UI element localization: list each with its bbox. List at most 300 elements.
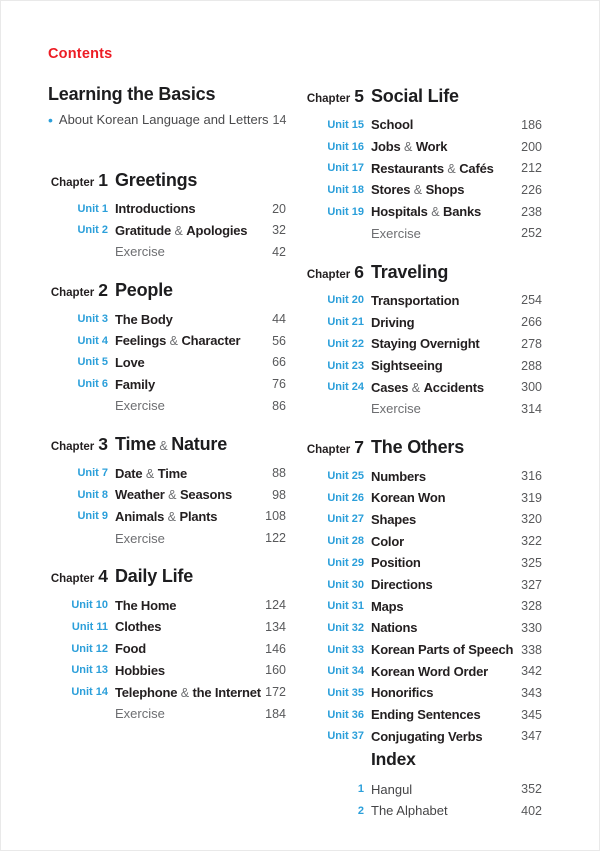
chapter-entries bbox=[304, 290, 542, 420]
chapter-label bbox=[48, 278, 108, 304]
toc-entry-row bbox=[304, 552, 542, 574]
entry-title-text: Date bbox=[115, 465, 143, 481]
chapter-title-text: People bbox=[115, 280, 173, 301]
chapter-title bbox=[115, 279, 173, 303]
page-number: 238 bbox=[521, 204, 542, 219]
chapter-number: 1 bbox=[98, 169, 108, 190]
toc-left-column bbox=[48, 46, 286, 725]
entry-title-text-2: Cafés bbox=[459, 160, 494, 176]
entry-title bbox=[371, 204, 517, 219]
toc-entry-row bbox=[304, 595, 542, 617]
page-number: 352 bbox=[521, 782, 542, 797]
page-number: 325 bbox=[521, 555, 542, 570]
toc-entry-row bbox=[304, 311, 542, 333]
toc-entry-row bbox=[304, 639, 542, 661]
chapter-block bbox=[304, 260, 542, 420]
entry-title-text-2: the Internet bbox=[192, 684, 261, 700]
toc-entry-row bbox=[48, 638, 286, 660]
entry-title-text: Ending Sentences bbox=[371, 707, 481, 723]
intro-entry-title: About Korean Language and Letters bbox=[58, 112, 269, 128]
entry-title-ampersand: & bbox=[170, 223, 187, 238]
chapter-entries bbox=[304, 465, 542, 747]
unit-number-label: Unit 35 bbox=[327, 686, 364, 699]
entry-title-text-2: Character bbox=[181, 333, 241, 349]
unit-number-label: Unit 14 bbox=[71, 686, 108, 699]
unit-number-label: Unit 34 bbox=[327, 665, 364, 678]
unit-number-label: Unit 18 bbox=[327, 183, 364, 196]
toc-entry-row bbox=[48, 198, 286, 220]
chapter-title bbox=[371, 261, 448, 285]
chapter-title-text: Greetings bbox=[115, 169, 198, 190]
page-number: 98 bbox=[272, 487, 286, 502]
unit-number-label: Unit 6 bbox=[77, 378, 108, 391]
entry-title-text: Conjugating Verbs bbox=[371, 728, 483, 744]
entry-title bbox=[115, 355, 268, 370]
chapter-title-text: Time bbox=[115, 434, 156, 455]
chapter-title bbox=[371, 85, 459, 109]
entry-title-text: Gratitude bbox=[115, 222, 171, 238]
entry-title-text: Telephone bbox=[115, 684, 178, 700]
entry-title bbox=[115, 244, 268, 259]
entry-title bbox=[371, 469, 517, 484]
entry-title-text: Numbers bbox=[371, 468, 426, 484]
entry-title-text: The Body bbox=[115, 311, 173, 327]
entry-title bbox=[115, 598, 261, 613]
entry-title-text: Shapes bbox=[371, 511, 417, 527]
chapter-heading bbox=[48, 168, 286, 194]
page-number: 134 bbox=[265, 619, 286, 634]
unit-number-label: Unit 33 bbox=[327, 643, 364, 656]
toc-entry-row bbox=[304, 136, 542, 158]
toc-entry-row bbox=[304, 800, 542, 822]
chapter-title-text: Daily Life bbox=[115, 566, 194, 587]
entry-title-text-2: Time bbox=[157, 465, 187, 481]
page-number: 322 bbox=[521, 534, 542, 549]
entry-title-ampersand: & bbox=[427, 205, 444, 220]
unit-number-label: Unit 20 bbox=[327, 294, 364, 307]
unit-number-label: Unit 8 bbox=[77, 488, 108, 501]
toc-entry-row bbox=[48, 462, 286, 484]
toc-entry-row bbox=[48, 616, 286, 638]
page-number: 327 bbox=[521, 577, 542, 592]
page-number: 56 bbox=[272, 333, 286, 348]
entry-title-text: Feelings bbox=[115, 333, 167, 349]
toc-entry-row bbox=[48, 484, 286, 506]
entry-title-text: Hobbies bbox=[115, 662, 165, 678]
entry-title-ampersand: & bbox=[443, 161, 460, 176]
entry-title-text-2: Banks bbox=[443, 204, 482, 220]
unit-number-label: Unit 4 bbox=[77, 334, 108, 347]
page-number: 184 bbox=[265, 706, 286, 721]
entry-title-text: Jobs bbox=[371, 139, 401, 155]
entry-title bbox=[371, 161, 517, 176]
chapter-title-text-2: Nature bbox=[171, 434, 228, 455]
toc-entry-row bbox=[304, 465, 542, 487]
entry-title bbox=[371, 685, 517, 700]
chapter-block bbox=[48, 278, 286, 416]
entry-title-ampersand: & bbox=[164, 509, 180, 524]
page-number: 172 bbox=[265, 685, 286, 700]
unit-number-label: Unit 22 bbox=[327, 337, 364, 350]
toc-entry-row bbox=[304, 530, 542, 552]
entry-title bbox=[371, 512, 517, 527]
chapter-prefix: Chapter bbox=[50, 287, 95, 300]
entry-title-ampersand: & bbox=[164, 488, 180, 503]
page-number: 342 bbox=[521, 664, 542, 679]
chapter-title bbox=[115, 433, 227, 457]
toc-entry-row bbox=[304, 201, 542, 223]
entry-title bbox=[115, 641, 261, 656]
toc-entry-row bbox=[304, 355, 542, 377]
unit-number-label: Unit 15 bbox=[327, 118, 364, 131]
section-title: Learning the Basics bbox=[48, 84, 216, 104]
unit-number-label: Unit 29 bbox=[327, 556, 364, 569]
chapter-entries bbox=[48, 594, 286, 724]
index-title: Index bbox=[371, 749, 416, 770]
entry-title-text: Weather bbox=[115, 487, 165, 503]
entry-title bbox=[115, 531, 261, 546]
page-number: 124 bbox=[265, 598, 286, 613]
unit-number-label: Unit 10 bbox=[71, 599, 108, 612]
entry-title bbox=[371, 380, 517, 395]
page-number: 42 bbox=[272, 244, 286, 259]
page-number: 122 bbox=[265, 531, 286, 546]
chapter-number: 4 bbox=[98, 566, 108, 587]
entry-title-text: Clothes bbox=[115, 619, 162, 635]
chapter-heading bbox=[48, 278, 286, 304]
exercise-row bbox=[304, 222, 542, 244]
unit-number-label: Unit 27 bbox=[327, 513, 364, 526]
exercise-row bbox=[48, 703, 286, 725]
entry-title bbox=[115, 201, 268, 216]
entry-title bbox=[371, 358, 517, 373]
entry-title-text: Restaurants bbox=[371, 160, 444, 176]
page-number: 88 bbox=[272, 466, 286, 481]
entry-title-text: Korean Word Order bbox=[371, 663, 488, 679]
toc-entry-row bbox=[304, 114, 542, 136]
toc-entry-row bbox=[304, 179, 542, 201]
right-column-content bbox=[304, 84, 542, 822]
entry-title bbox=[371, 226, 517, 241]
toc-entry-row bbox=[304, 660, 542, 682]
entry-title-text: Transportation bbox=[371, 292, 460, 308]
toc-entry-row bbox=[304, 778, 542, 800]
toc-entry-row bbox=[304, 376, 542, 398]
entry-title-text: Driving bbox=[371, 314, 415, 330]
index-section bbox=[304, 749, 542, 821]
entry-title bbox=[371, 577, 517, 592]
toc-entry-row bbox=[48, 330, 286, 352]
chapter-prefix: Chapter bbox=[50, 441, 95, 454]
entry-title-text: Hangul bbox=[371, 781, 413, 797]
chapter-title bbox=[371, 436, 464, 460]
page-number: 266 bbox=[521, 315, 542, 330]
unit-number-label: Unit 1 bbox=[77, 202, 108, 215]
entry-title bbox=[371, 139, 517, 154]
entry-title-text: Directions bbox=[371, 577, 433, 593]
page-number: 343 bbox=[521, 685, 542, 700]
unit-number-label: Unit 16 bbox=[327, 140, 364, 153]
entry-title bbox=[371, 664, 517, 679]
chapter-label bbox=[48, 168, 108, 194]
toc-entry-row bbox=[304, 157, 542, 179]
entry-title-ampersand: & bbox=[166, 334, 182, 349]
entry-title bbox=[371, 729, 517, 744]
chapter-number: 5 bbox=[354, 86, 364, 106]
toc-entry-row bbox=[304, 290, 542, 312]
toc-entry-row bbox=[48, 373, 286, 395]
entry-title-text: Exercise bbox=[371, 401, 421, 417]
entry-title bbox=[371, 782, 517, 797]
left-column-content bbox=[48, 84, 286, 725]
unit-number-label: Unit 3 bbox=[77, 313, 108, 326]
toc-entry-row bbox=[48, 660, 286, 682]
unit-number-label: Unit 28 bbox=[327, 535, 364, 548]
exercise-row bbox=[48, 527, 286, 549]
entry-title-text-2: Accidents bbox=[423, 379, 484, 395]
chapter-block bbox=[304, 84, 542, 244]
chapter-title-ampersand: & bbox=[155, 439, 172, 454]
entry-title bbox=[115, 619, 261, 634]
toc-entry-row bbox=[304, 726, 542, 748]
entry-title bbox=[371, 315, 517, 330]
page-number: 86 bbox=[272, 398, 286, 413]
toc-entry-row bbox=[304, 487, 542, 509]
toc-entry-row bbox=[304, 704, 542, 726]
toc-entry-row bbox=[48, 594, 286, 616]
entry-title bbox=[371, 803, 517, 818]
chapter-prefix: Chapter bbox=[306, 93, 351, 105]
chapter-block bbox=[48, 432, 286, 549]
entry-title bbox=[115, 398, 268, 413]
page-number: 300 bbox=[521, 380, 542, 395]
chapter-number: 7 bbox=[354, 437, 364, 458]
entry-title-text: Korean Parts of Speech bbox=[371, 642, 514, 658]
page-number: 345 bbox=[521, 707, 542, 722]
entry-title bbox=[115, 377, 268, 392]
toc-right-column bbox=[304, 84, 542, 822]
contents-title: Contents bbox=[48, 46, 113, 62]
entry-title-text: Introductions bbox=[115, 201, 196, 217]
entry-title bbox=[371, 401, 517, 416]
entry-title-text: Honorifics bbox=[371, 685, 434, 701]
entry-title bbox=[115, 509, 261, 524]
page-number: 186 bbox=[521, 117, 542, 132]
unit-number-label: Unit 26 bbox=[327, 491, 364, 504]
chapter-block bbox=[304, 435, 542, 747]
page-number: 328 bbox=[521, 599, 542, 614]
page-number: 330 bbox=[521, 620, 542, 635]
unit-number-label: Unit 11 bbox=[71, 620, 108, 633]
page-number: 338 bbox=[521, 642, 542, 657]
unit-number-label: Unit 30 bbox=[327, 578, 364, 591]
page-number: 252 bbox=[521, 226, 542, 241]
chapter-title bbox=[115, 169, 197, 193]
page-number: 14 bbox=[272, 112, 287, 127]
entry-title-text: Stores bbox=[371, 182, 411, 198]
chapter-heading bbox=[304, 260, 542, 286]
entry-title bbox=[115, 663, 261, 678]
index-number-label: 2 bbox=[357, 804, 364, 817]
entry-title-text: Korean Won bbox=[371, 490, 446, 506]
entry-title-text-2: Shops bbox=[425, 182, 465, 198]
chapter-prefix: Chapter bbox=[306, 444, 351, 457]
entry-title bbox=[115, 312, 268, 327]
chapter-heading bbox=[48, 564, 286, 590]
page-number: 32 bbox=[272, 223, 286, 238]
unit-number-label: Unit 12 bbox=[71, 642, 108, 655]
entry-title-text: Hospitals bbox=[371, 204, 428, 220]
page-number: 402 bbox=[521, 803, 542, 818]
page-number: 146 bbox=[265, 641, 286, 656]
chapter-title-text: The Others bbox=[371, 437, 465, 458]
chapter-prefix: Chapter bbox=[306, 268, 351, 281]
toc-entry-row bbox=[48, 352, 286, 374]
entry-title bbox=[115, 706, 261, 721]
entry-title-text: Maps bbox=[371, 598, 404, 614]
unit-number-label: Unit 21 bbox=[327, 316, 364, 329]
chapter-prefix: Chapter bbox=[50, 176, 95, 189]
entry-title bbox=[371, 707, 517, 722]
entry-title bbox=[371, 599, 517, 614]
entry-title bbox=[371, 642, 517, 657]
unit-number-label: Unit 31 bbox=[327, 600, 364, 613]
page-number: 316 bbox=[521, 469, 542, 484]
entry-title-text: Animals bbox=[115, 508, 165, 524]
page-number: 320 bbox=[521, 512, 542, 527]
bullet-icon: • bbox=[48, 111, 53, 128]
entry-title-text: School bbox=[371, 117, 414, 133]
entry-title bbox=[115, 466, 268, 481]
entry-title-text: Position bbox=[371, 555, 421, 571]
chapter-block bbox=[48, 168, 286, 263]
entry-title-text: Color bbox=[371, 533, 404, 549]
exercise-row bbox=[304, 398, 542, 420]
unit-number-label: Unit 2 bbox=[77, 224, 108, 237]
unit-number-label: Unit 13 bbox=[71, 664, 108, 677]
exercise-row bbox=[48, 241, 286, 263]
page-number: 200 bbox=[521, 139, 542, 154]
unit-number-label: Unit 36 bbox=[327, 708, 364, 721]
entry-title-text: Exercise bbox=[115, 244, 165, 260]
chapter-number: 2 bbox=[98, 280, 108, 301]
toc-entry-row bbox=[48, 506, 286, 528]
unit-number-label: Unit 17 bbox=[327, 162, 364, 175]
chapter-title-text: Social Life bbox=[371, 86, 459, 106]
index-entries bbox=[304, 778, 542, 821]
page-number: 44 bbox=[272, 312, 286, 327]
index-number-label: 1 bbox=[357, 783, 364, 796]
entry-title-text: Nations bbox=[371, 620, 418, 636]
entry-title-text: The Home bbox=[115, 597, 177, 613]
chapter-entries bbox=[48, 462, 286, 549]
entry-title bbox=[115, 333, 268, 348]
entry-title bbox=[371, 293, 517, 308]
chapter-title-text: Traveling bbox=[371, 261, 449, 282]
entry-title-text-2: Seasons bbox=[179, 487, 233, 503]
intro-entry-row bbox=[48, 109, 286, 131]
unit-number-label: Unit 19 bbox=[327, 205, 364, 218]
unit-number-label: Unit 7 bbox=[77, 467, 108, 480]
page-number: 347 bbox=[521, 729, 542, 744]
unit-number-label: Unit 5 bbox=[77, 356, 108, 369]
entry-title bbox=[371, 620, 517, 635]
page-number: 254 bbox=[521, 293, 542, 308]
chapter-label bbox=[304, 435, 364, 461]
chapter-number: 3 bbox=[98, 434, 108, 455]
chapter-prefix: Chapter bbox=[50, 573, 95, 586]
toc-entry-row bbox=[304, 333, 542, 355]
chapter-heading bbox=[48, 432, 286, 458]
entry-title-ampersand: & bbox=[408, 380, 424, 395]
entry-title-text: Staying Overnight bbox=[371, 336, 480, 352]
entry-title bbox=[371, 534, 517, 549]
unit-number-label: Unit 25 bbox=[327, 470, 364, 483]
entry-title-ampersand: & bbox=[410, 183, 426, 198]
entry-title-text: Exercise bbox=[115, 530, 165, 546]
page-number: 160 bbox=[265, 663, 286, 678]
chapter-label bbox=[304, 84, 364, 110]
entry-title-text: The Alphabet bbox=[371, 803, 448, 819]
entry-title-text: Exercise bbox=[115, 398, 165, 414]
entry-title-text: Exercise bbox=[371, 225, 421, 241]
chapter-label bbox=[304, 260, 364, 286]
toc-entry-row bbox=[304, 682, 542, 704]
unit-number-label: Unit 23 bbox=[327, 359, 364, 372]
page-number: 226 bbox=[521, 182, 542, 197]
toc-entry-row bbox=[304, 509, 542, 531]
entry-title-text: Cases bbox=[371, 379, 409, 395]
toc-entry-row bbox=[48, 308, 286, 330]
entry-title bbox=[115, 685, 261, 700]
entry-title-text: Family bbox=[115, 376, 155, 392]
chapter-number: 6 bbox=[354, 261, 364, 282]
entry-title bbox=[371, 117, 517, 132]
unit-number-label: Unit 24 bbox=[327, 381, 364, 394]
page-number: 66 bbox=[272, 355, 286, 370]
toc-entry-row bbox=[304, 574, 542, 596]
toc-entry-row bbox=[304, 617, 542, 639]
entry-title-ampersand: & bbox=[142, 466, 158, 481]
page-number: 278 bbox=[521, 336, 542, 351]
chapter-heading bbox=[304, 84, 542, 110]
entry-title bbox=[371, 555, 517, 570]
chapter-label bbox=[48, 564, 108, 590]
chapter-entries bbox=[304, 114, 542, 244]
entry-title bbox=[115, 487, 268, 502]
unit-number-label: Unit 32 bbox=[327, 621, 364, 634]
unit-number-label: Unit 37 bbox=[327, 730, 364, 743]
entry-title bbox=[371, 182, 517, 197]
entry-title-text: Love bbox=[115, 354, 145, 370]
page-number: 319 bbox=[521, 490, 542, 505]
entry-title-ampersand: & bbox=[400, 140, 416, 155]
page-number: 20 bbox=[272, 201, 286, 216]
page-number: 108 bbox=[265, 509, 286, 524]
entry-title-text: Food bbox=[115, 641, 146, 657]
unit-number-label: Unit 9 bbox=[77, 510, 108, 523]
entry-title-text-2: Work bbox=[415, 139, 448, 155]
exercise-row bbox=[48, 395, 286, 417]
chapter-label bbox=[48, 432, 108, 458]
chapter-heading bbox=[304, 435, 542, 461]
page-number: 314 bbox=[521, 401, 542, 416]
entry-title bbox=[371, 490, 517, 505]
entry-title bbox=[371, 336, 517, 351]
toc-entry-row bbox=[48, 219, 286, 241]
entry-title-text: Exercise bbox=[115, 706, 165, 722]
page-number: 288 bbox=[521, 358, 542, 373]
